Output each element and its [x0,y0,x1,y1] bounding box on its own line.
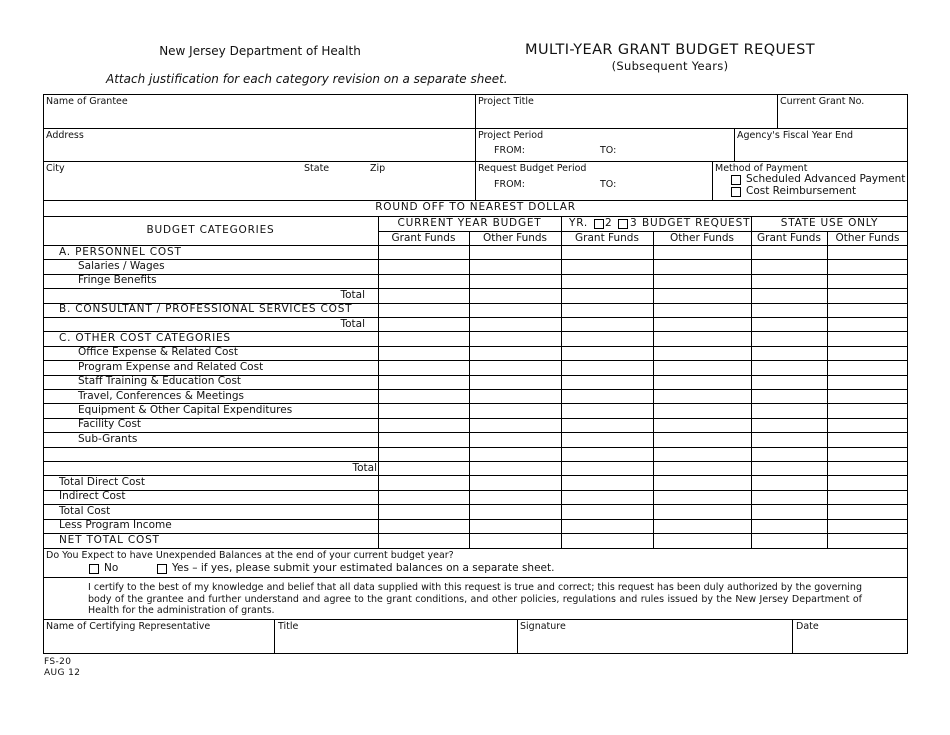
project-period-from[interactable]: FROM: [494,145,525,156]
budget-row-label: C. OTHER COST CATEGORIES [59,331,231,344]
request-period-label: Request Budget Period [478,163,587,174]
project-period-to[interactable]: TO: [600,145,617,156]
divider [475,94,476,200]
agency-name: New Jersey Department of Health [159,44,361,58]
zip-field[interactable]: Zip [370,163,386,174]
budget-row-label: Equipment & Other Capital Expenditures [78,403,293,416]
current-grant-funds-header: Grant Funds [391,232,456,244]
budget-row-label: Less Program Income [59,519,172,532]
project-period-label: Project Period [478,130,544,141]
budget-row-label: Facility Cost [78,418,142,431]
budget-row-line [43,533,908,534]
divider [712,161,713,200]
budget-row-label: Office Expense & Related Cost [78,346,238,359]
state-use-header: STATE USE ONLY [780,217,879,229]
form-title: MULTI-YEAR GRANT BUDGET REQUEST [525,42,815,58]
form-subtitle: (Subsequent Years) [611,59,729,73]
divider [378,216,379,548]
request-other-funds-header: Other Funds [669,232,735,244]
certification-statement: I certify to the best of my knowledge and belief that all data supplied with this request is true and correct; this request has been duly authorized by the governing body of the grantee and further understand and agree to the grant conditions, and other policies, regulations and rules issued by the New Jersey Department of Health for the administration of grants. [88,582,862,616]
current-other-funds-header: Other Funds [482,232,548,244]
budget-row-line [43,490,908,491]
request-period-from[interactable]: FROM: [494,179,525,190]
divider [43,619,908,620]
city-field[interactable]: City [46,163,65,174]
divider [43,577,908,578]
divider [751,216,752,548]
budget-row-label: Travel, Conferences & Meetings [78,389,245,402]
project-title-field[interactable]: Project Title [478,96,534,107]
unexpended-no-label: No [104,562,119,574]
unexpended-yes-label: Yes – if yes, please submit your estimated balances on a separate sheet. [172,562,555,574]
budget-row-label: Fringe Benefits [78,274,157,287]
request-grant-funds-header: Grant Funds [575,232,639,244]
yr-label: YR. [569,217,589,229]
divider [777,94,778,128]
budget-row-label: Total [340,317,365,330]
round-off-note: ROUND OFF TO NEAREST DOLLAR [375,201,576,213]
scheduled-payment-label: Scheduled Advanced Payment [746,173,906,185]
grant-number-field[interactable]: Current Grant No. [780,96,865,107]
budget-request-header: BUDGET REQUEST [642,217,751,229]
budget-row-line [43,432,908,433]
certifying-name-field[interactable]: Name of Certifying Representative [46,621,211,632]
budget-row-label: Salaries / Wages [78,259,165,272]
certifying-title-field[interactable]: Title [278,621,299,632]
unexpended-question: Do You Expect to have Unexpended Balances at the end of your current budget year? [46,550,454,561]
state-other-funds-header: Other Funds [835,232,900,244]
reimbursement-label: Cost Reimbursement [746,185,857,197]
year-2-checkbox[interactable] [594,219,604,229]
divider [734,128,735,161]
budget-row-line [43,504,908,505]
request-period-to[interactable]: TO: [600,179,617,190]
grantee-name-field[interactable]: Name of Grantee [46,96,128,107]
unexpended-no-checkbox[interactable] [89,564,99,574]
justification-instruction: Attach justification for each category revision on a separate sheet. [106,72,508,86]
budget-row-label: Indirect Cost [59,490,126,503]
budget-row-line [43,259,908,260]
budget-row-label: Sub-Grants [78,432,138,445]
form-number: FS-20 [44,657,72,667]
year-3-label: 3 [630,217,638,229]
divider [274,619,275,654]
divider [517,619,518,654]
divider [378,231,908,232]
budget-row-label: A. PERSONNEL COST [59,245,182,258]
year-3-checkbox[interactable] [618,219,628,229]
budget-row-line [43,475,908,476]
state-grant-funds-header: Grant Funds [757,232,821,244]
budget-row-line [43,418,908,419]
divider [792,619,793,654]
budget-row-label: Program Expense and Related Cost [78,360,264,373]
signature-field[interactable]: Signature [520,621,566,632]
budget-row-line [43,447,908,448]
budget-categories-header: BUDGET CATEGORIES [146,224,275,236]
state-field[interactable]: State [304,163,330,174]
budget-row-label: Staff Training & Education Cost [78,375,242,388]
budget-row-label: NET TOTAL COST [59,533,160,546]
form-revision: AUG 12 [44,668,81,678]
date-field[interactable]: Date [796,621,819,632]
budget-row-line [43,519,908,520]
payment-method-label: Method of Payment [715,163,808,174]
fiscal-year-end-field[interactable]: Agency's Fiscal Year End [737,130,854,141]
budget-row-line [43,274,908,275]
divider [561,216,562,548]
budget-row-label: Total [352,461,377,474]
reimbursement-checkbox[interactable] [731,187,741,197]
budget-row-label: Total Cost [59,504,111,517]
current-year-header: CURRENT YEAR BUDGET [397,217,542,229]
budget-row-label: Total Direct Cost [59,475,145,488]
budget-row-label: B. CONSULTANT / PROFESSIONAL SERVICES COST [59,303,353,316]
unexpended-yes-checkbox[interactable] [157,564,167,574]
address-field[interactable]: Address [46,130,84,141]
budget-row-label: Total [340,288,365,301]
year-2-label: 2 [605,217,613,229]
divider [43,548,908,549]
scheduled-payment-checkbox[interactable] [731,175,741,185]
